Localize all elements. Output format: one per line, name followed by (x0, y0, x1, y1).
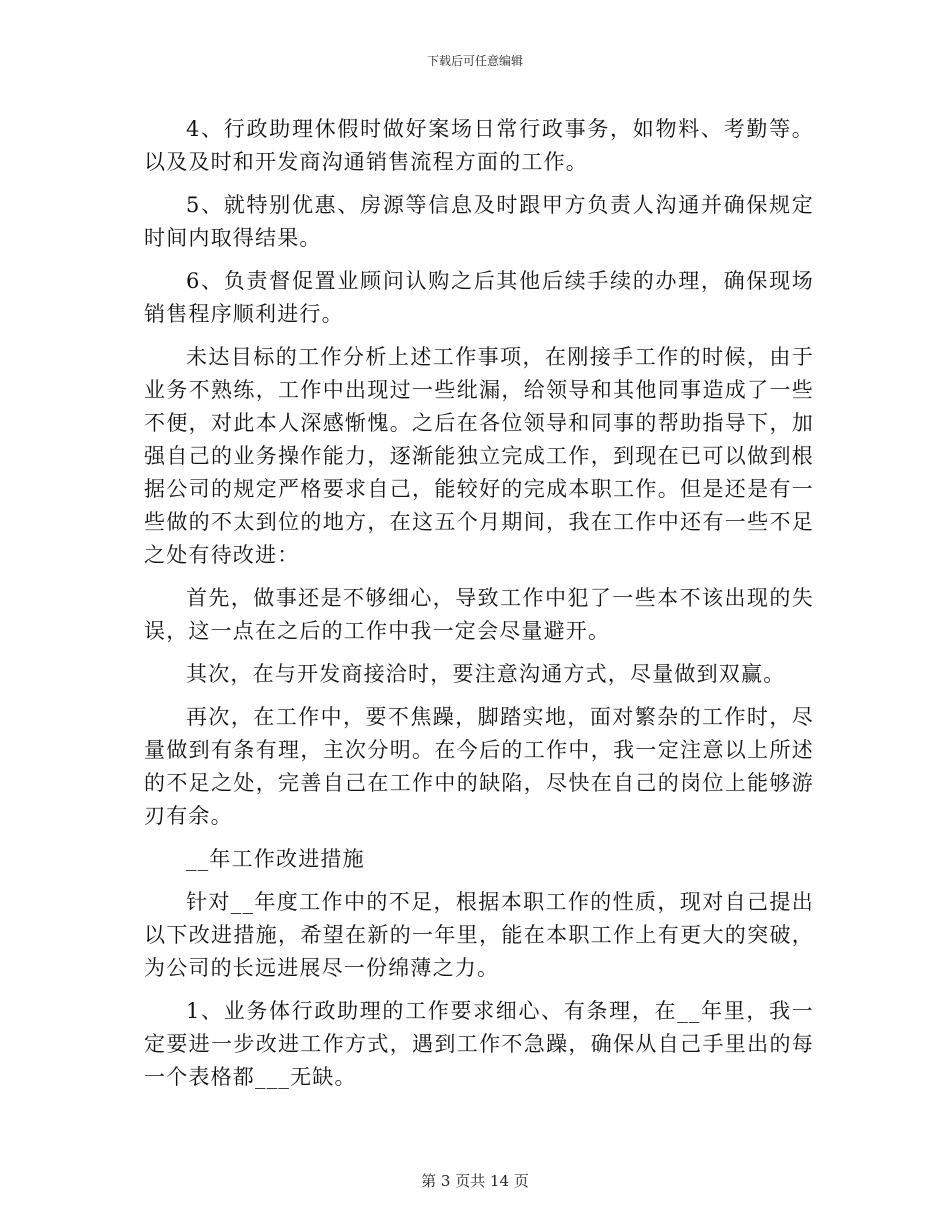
paragraph-analysis: 未达目标的工作分析上述工作事项，在刚接手工作的时候，由于业务不熟练，工作中出现过一些纰漏，给领导和其他同事造成了一些不便，对此本人深感惭愧。之后在各位领导和同事的帮助指导下，加强自己的业务操作能力，逐渐能独立完成工作，到现在已可以做到根据公司的规定严格要求自己，能较好的完成本职工作。但是还是有一些做的不太到位的地方，在这五个月期间，我在工作中还有一些不足之处有待改进： (144, 345, 814, 567)
page-footer: 第 3 页共 14 页 (421, 1172, 529, 1190)
paragraph-improvement-intro: 针对__年度工作中的不足，根据本职工作的性质，现对自己提出以下改进措施，希望在新的一年里，能在本职工作上有更大的突破，为公司的长远进展尽一份绵薄之力。 (144, 890, 814, 980)
paragraph-item-6: 6、负责督促置业顾问认购之后其他后续手续的办理，确保现场销售程序顺利进行。 (144, 269, 814, 326)
paragraph-third: 再次，在工作中，要不焦躁，脚踏实地，面对繁杂的工作时，尽量做到有条有理，主次分明。在今后的工作中，我一定注意以上所述的不足之处，完善自己在工作中的缺陷，尽快在自己的岗位上能够游刃有余。 (144, 705, 814, 828)
paragraph-second: 其次，在与开发商接洽时，要注意沟通方式，尽量做到双赢。 (186, 662, 786, 686)
page-header: 下载后可任意编辑 (426, 54, 523, 68)
document-body (144, 113, 814, 1104)
section-heading: __年工作改进措施 (186, 847, 365, 871)
paragraph-item-4: 4、行政助理休假时做好案场日常行政事务，如物料、考勤等。以及及时和开发商沟通销售流程方面的工作。 (144, 117, 814, 174)
paragraph-improvement-1: 1、业务体行政助理的工作要求细心、有条理，在__年里，我一定要进一步改进工作方式，遇到工作不急躁，确保从自己手里出的每一个表格都___无缺。 (144, 999, 814, 1089)
paragraph-first: 首先，做事还是不够细心，导致工作中犯了一些本不该出现的失误，这一点在之后的工作中我一定会尽量避开。 (144, 586, 814, 643)
paragraph-item-5: 5、就特别优惠、房源等信息及时跟甲方负责人沟通并确保规定时间内取得结果。 (144, 193, 814, 250)
